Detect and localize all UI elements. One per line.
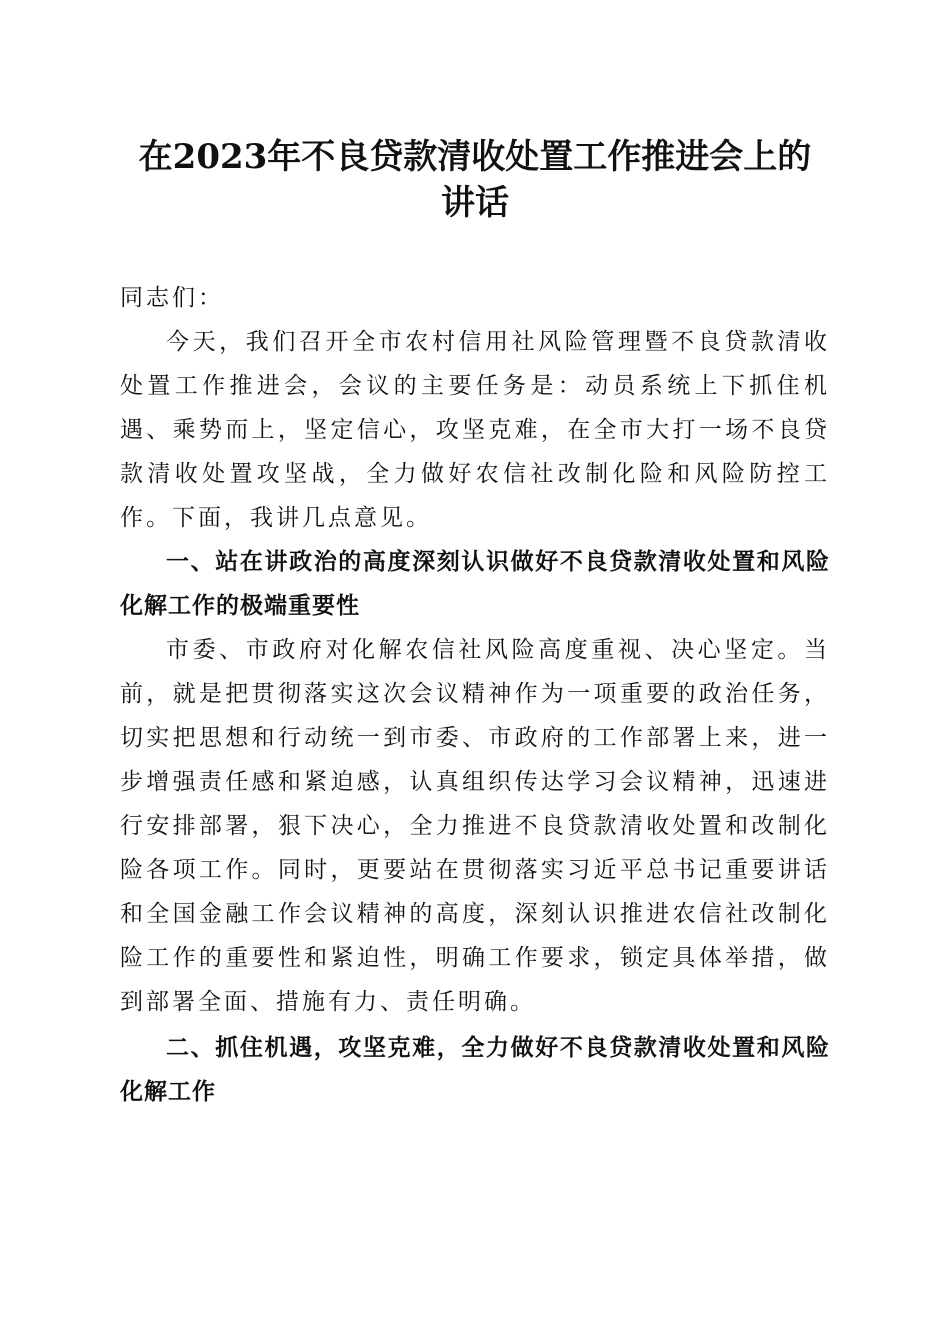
- title-line-2: 讲话: [441, 183, 509, 223]
- greeting: 同志们：: [120, 285, 224, 311]
- document-body: [120, 276, 830, 1114]
- section-heading-1: 一、站在讲政治的高度深刻认识做好不良贷款清收处置和风险化解工作的极端重要性: [120, 549, 830, 619]
- title-line-1: 在2023年不良贷款清收处置工作推进会上的: [138, 137, 812, 177]
- section-heading-2: 二、抓住机遇，攻坚克难，全力做好不良贷款清收处置和风险化解工作: [120, 1035, 830, 1105]
- section-1-paragraph: 市委、市政府对化解农信社风险高度重视、决心坚定。当前，就是把贯彻落实这次会议精神作为一项重要的政治任务，切实把思想和行动统一到市委、市政府的工作部署上来，进一步增强责任感和紧迫感，认真组织传达学习会议精神，迅速进行安排部署，狠下决心，全力推进不良贷款清收处置和改制化险各项工作。同时，更要站在贯彻落实习近平总书记重要讲话和全国金融工作会议精神的高度，深刻认识推进农信社改制化险工作的重要性和紧迫性，明确工作要求，锁定具体举措，做到部署全面、措施有力、责任明确。: [120, 637, 830, 1015]
- intro-paragraph: 今天，我们召开全市农村信用社风险管理暨不良贷款清收处置工作推进会，会议的主要任务是：动员系统上下抓住机遇、乘势而上，坚定信心，攻坚克难，在全市大打一场不良贷款清收处置攻坚战，全力做好农信社改制化险和风险防控工作。下面，我讲几点意见。: [120, 329, 830, 531]
- document-title: [100, 134, 850, 226]
